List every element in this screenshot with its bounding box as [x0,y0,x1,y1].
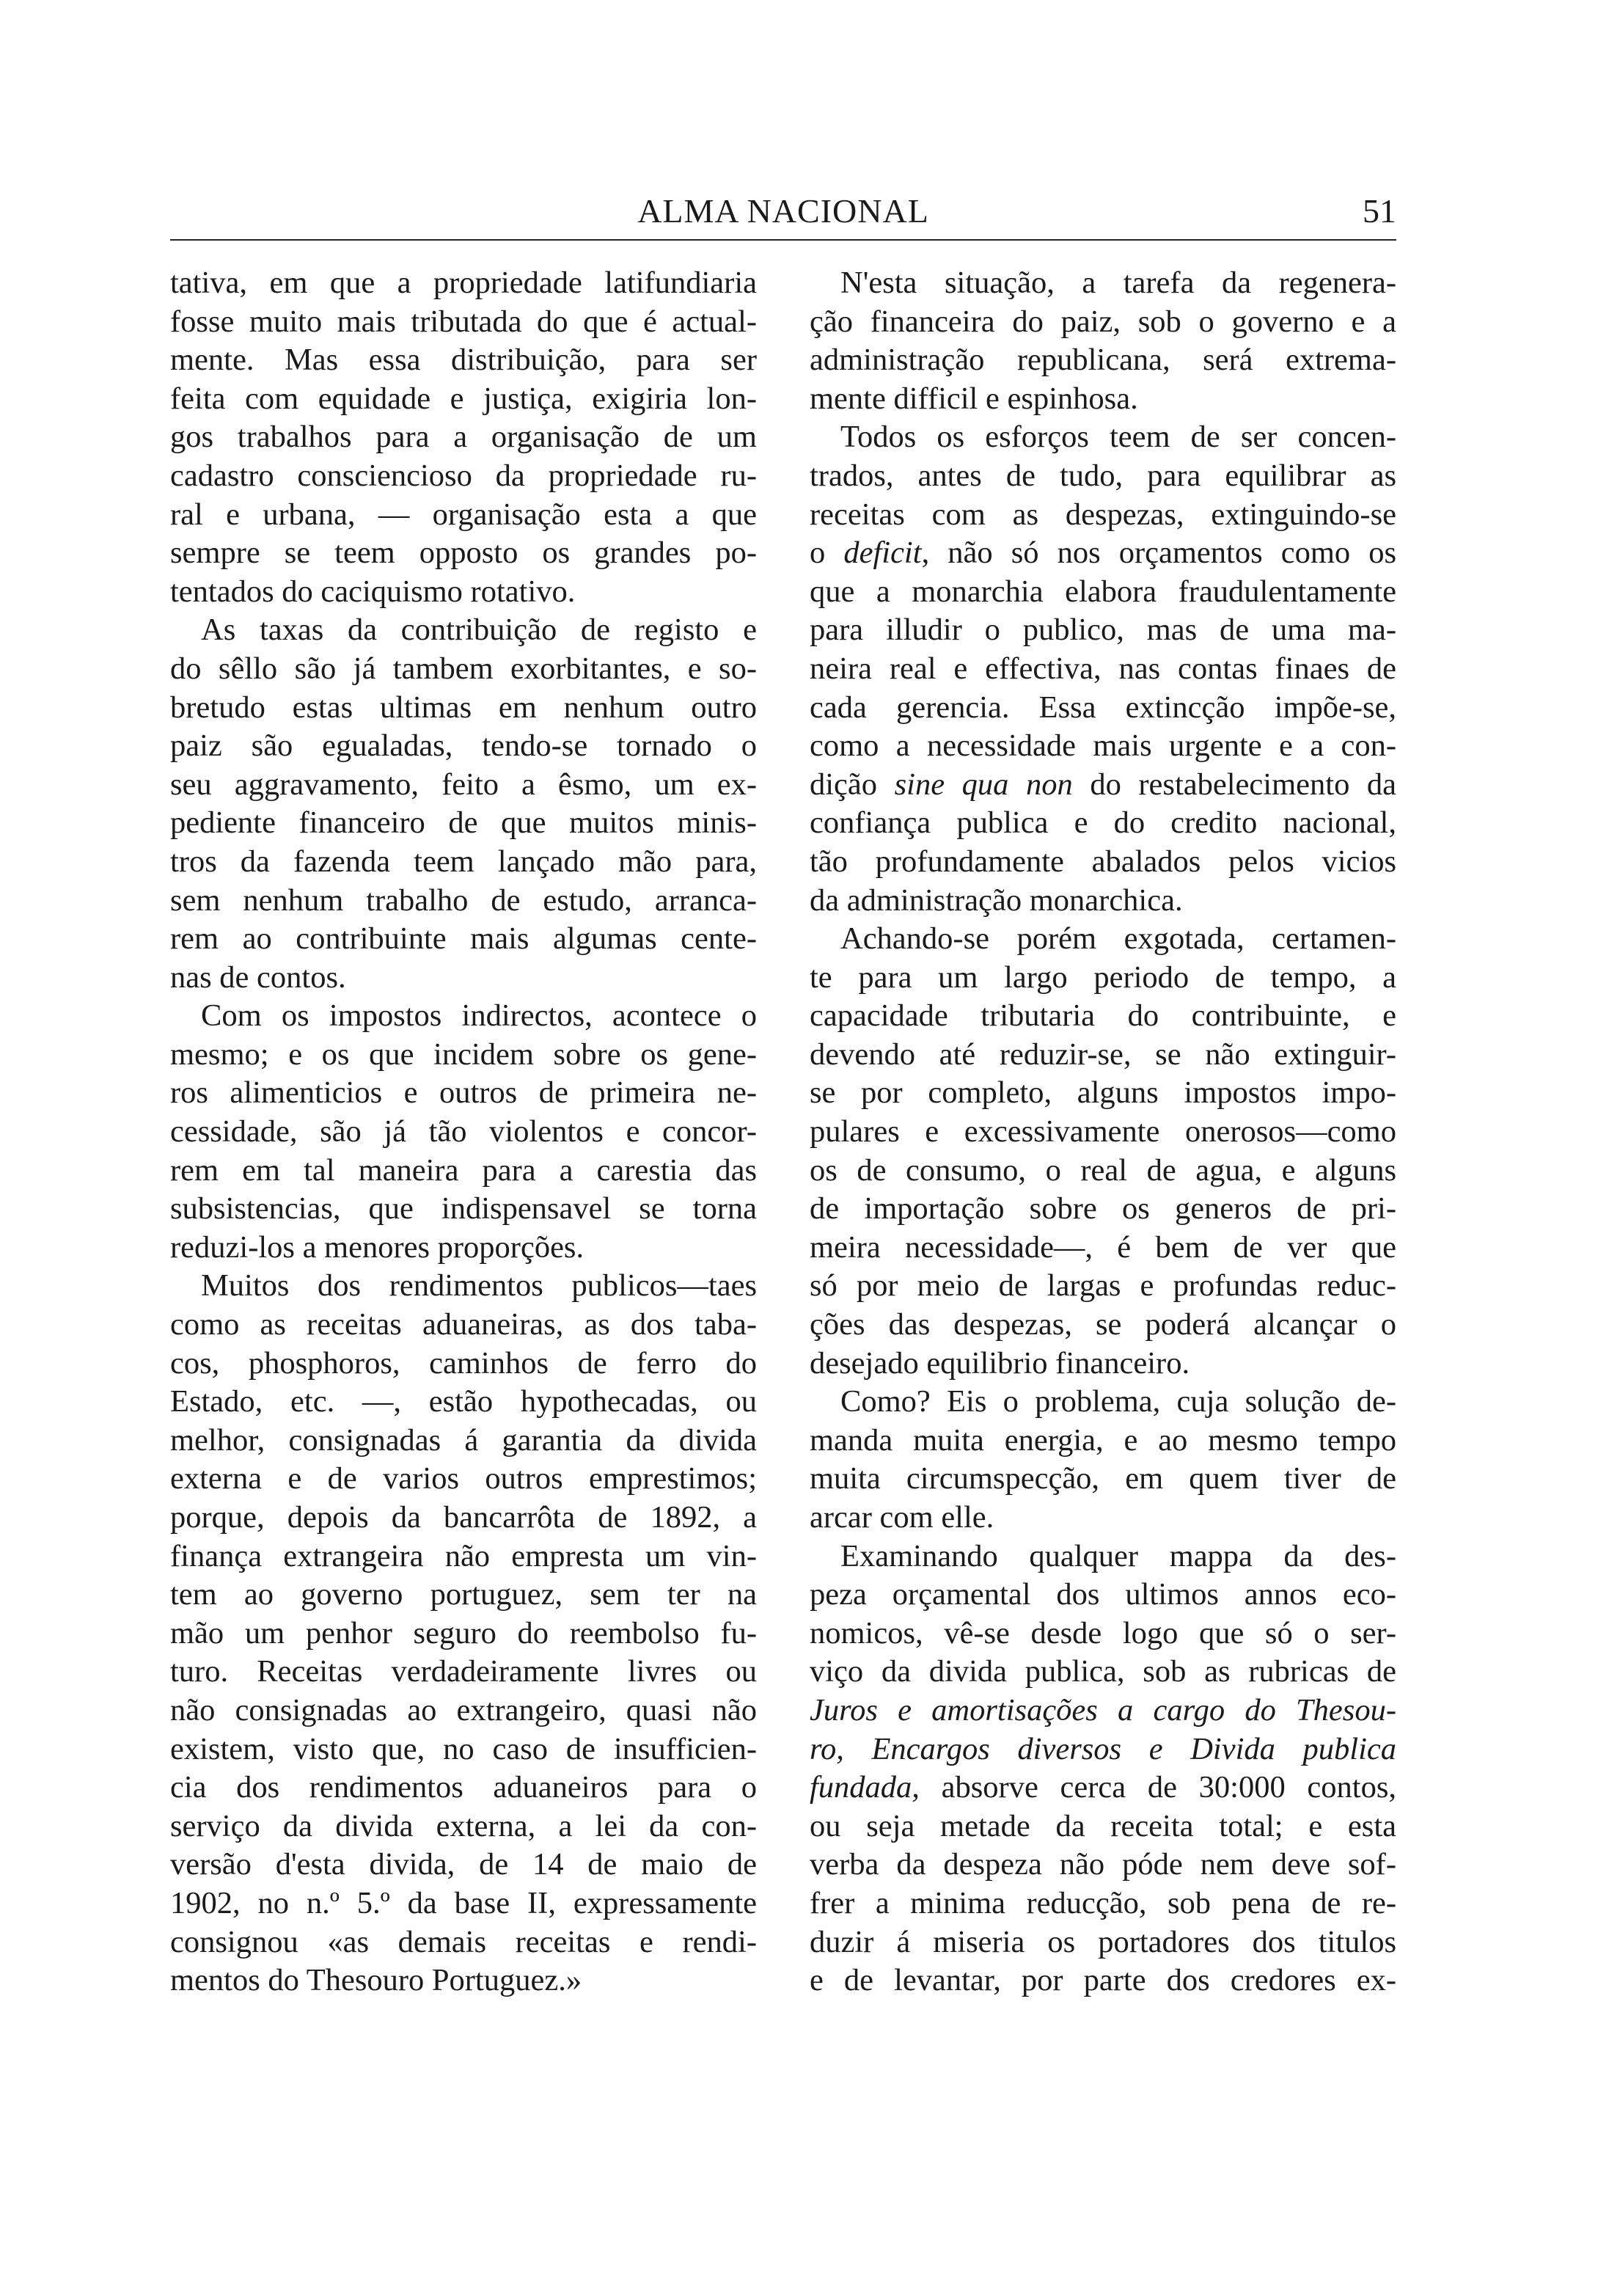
text-line: do sêllo são já tambem exorbitantes, e so- [170,651,757,686]
text-line: e de levantar, por parte dos credores ex- [810,1963,1396,1998]
text-line: mesmo; e os que incidem sobre os gene- [170,1037,757,1072]
text-line: cada gerencia. Essa extincção impõe-se, [810,690,1396,725]
text-line: consignou «as demais receitas e rendi- [170,1924,757,1959]
text-line: ção financeira do paiz, sob o governo e a [810,304,1396,339]
text-line: devendo até reduzir-se, se não extinguir- [810,1037,1396,1072]
text-line: Muitos dos rendimentos publicos—taes [201,1268,757,1304]
text-line: tativa, em que a propriedade latifundiaria [170,266,757,300]
text-line: que a monarchia elabora fraudulentamente [810,574,1396,609]
text-line [810,1692,1396,1730]
text-line: finança extrangeira não empresta um vin- [170,1538,757,1573]
text-line: neira real e effectiva, nas contas finaes de [810,651,1396,686]
text-line: 1902, no n.º 5.º da base II, expressamente [170,1885,757,1920]
italic-text: fundada, [810,1770,920,1805]
text-line: mente. Mas essa distribuição, para ser [170,343,757,378]
text-line: bretudo estas ultimas em nenhum outro [170,690,757,725]
text-line: se por completo, alguns impostos impo- [810,1075,1396,1111]
text-line: pulares e excessivamente onerosos—como [810,1114,1396,1149]
text-line: os de consumo, o real de agua, e alguns [810,1152,1396,1188]
running-title: ALMA NACIONAL [637,192,929,230]
left-column [170,264,757,2000]
text-line: ou seja metade da receita total; e esta [810,1808,1396,1843]
text-segment: absorve cerca de 30:000 contos, [919,1770,1396,1805]
text-line: frer a minima reducção, sob pena de re- [810,1885,1396,1920]
text-line: de importação sobre os generos de pri- [810,1191,1396,1226]
text-line: subsistencias, que indispensavel se torna [170,1191,757,1226]
text-line: te para um largo periodo de tempo, a [810,959,1396,995]
text-line: cadastro consciencioso da propriedade ru- [170,458,757,493]
text-line: turo. Receitas verdadeiramente livres ou [170,1654,757,1689]
text-line: tros da fazenda teem lançado mão para, [170,844,757,879]
text-line: duzir á miseria os portadores dos titulos [810,1924,1396,1959]
text-line: confiança publica e do credito nacional, [810,805,1396,841]
text-line: só por meio de largas e profundas reduc- [810,1268,1396,1304]
text-line: Estado, etc. —, estão hypothecadas, ou [170,1384,757,1419]
text-line: sempre se teem opposto os grandes po- [170,535,757,571]
text-line: arcar com elle. [810,1500,994,1535]
text-line: cessidade, são já tão violentos e concor- [170,1114,757,1149]
text-line [810,1730,1396,1769]
page-number: 51 [1363,192,1396,230]
text-line: para illudir o publico, mas de uma ma- [810,613,1396,648]
text-line: fosse muito mais tributada do que é actual- [170,304,757,339]
text-line: versão d'esta divida, de 14 de maio de [170,1847,757,1882]
text-line [810,766,1396,805]
text-line: seu aggravamento, feito a êsmo, um ex- [170,767,757,802]
text-line: manda muita energia, e ao mesmo tempo [810,1422,1396,1458]
text-line: As taxas da contribuição de registo e [201,613,757,648]
italic-text: deficit [843,535,922,571]
text-line: mentos do Thesouro Portuguez.» [170,1963,582,1998]
text-line: trados, antes de tudo, para equilibrar as [810,458,1396,493]
text-line: tão profundamente abalados pelos vicios [810,844,1396,879]
text-line: serviço da divida externa, a lei da con- [170,1808,757,1843]
right-column [810,264,1396,2000]
text-line: administração republicana, será extrema- [810,343,1396,378]
text-line: como a necessidade mais urgente e a con- [810,728,1396,764]
running-header [170,189,1396,241]
text-line: gos trabalhos para a organisação de um [170,420,757,455]
text-line: viço da divida publica, sob as rubricas de [810,1654,1396,1689]
italic-text: sine qua non [894,767,1073,802]
text-line: pediente financeiro de que muitos minis- [170,805,757,841]
text-line: nas de contos. [170,959,346,995]
text-line: rem em tal maneira para a carestia das [170,1152,757,1188]
text-line: mão um penhor seguro do reembolso fu- [170,1615,757,1650]
text-line: como as receitas aduaneiras, as dos taba- [170,1307,757,1342]
text-line: muita circumspecção, em quem tiver de [810,1461,1396,1496]
header-rule [170,239,1396,241]
text-line: mente difficil e espinhosa. [810,381,1138,416]
italic-text: Juros e amortisações a cargo do Thesou- [810,1692,1396,1728]
text-line: porque, depois da bancarrôta de 1892, a [170,1500,757,1535]
text-segment: o [810,535,844,571]
text-line: feita com equidade e justiça, exigiria lon- [170,381,757,416]
text-line: Examinando qualquer mappa da des- [840,1538,1396,1573]
text-line: capacidade tributaria do contribuinte, e [810,998,1396,1034]
text-line: ral e urbana, — organisação esta a que [170,497,757,532]
text-line: tem ao governo portuguez, sem ter na [170,1577,757,1612]
text-line: sem nenhum trabalho de estudo, arranca- [170,882,757,918]
text-line: Como? Eis o problema, cuja solução de- [840,1384,1396,1419]
text-segment: dição [810,767,895,802]
text-line: cia dos rendimentos aduaneiros para o [170,1770,757,1805]
text-line: melhor, consignadas á garantia da divida [170,1422,757,1458]
text-line: ros alimenticios e outros de primeira ne- [170,1075,757,1111]
text-line: Com os impostos indirectos, acontece o [201,998,757,1034]
text-line: da administração monarchica. [810,882,1183,918]
text-line: paiz são egualadas, tendo-se tornado o [170,728,757,764]
text-line [810,534,1396,573]
text-line: existem, visto que, no caso de insufficien- [170,1731,757,1766]
text-line: meira necessidade—, é bem de ver que [810,1229,1396,1265]
text-line: receitas com as despezas, extinguindo-se [810,497,1396,532]
text-line: reduzi-los a menores proporções. [170,1229,584,1265]
text-line [810,1769,1396,1807]
text-line: cos, phosphoros, caminhos de ferro do [170,1345,757,1381]
text-line: verba da despeza não póde nem deve sof- [810,1847,1396,1882]
text-segment: , não só nos orçamentos como os [921,535,1396,571]
text-line: externa e de varios outros emprestimos; [170,1461,757,1496]
text-line: Todos os esforços teem de ser concen- [840,420,1396,455]
text-line: tentados do caciquismo rotativo. [170,574,576,609]
text-line: nomicos, vê-se desde logo que só o ser- [810,1615,1396,1650]
text-line: ções das despezas, se poderá alcançar o [810,1307,1396,1342]
text-segment: do restabelecimento da [1072,767,1397,802]
text-line: N'esta situação, a tarefa da regenera- [840,266,1396,300]
text-line: rem ao contribuinte mais algumas cente- [170,921,757,957]
text-line: desejado equilibrio financeiro. [810,1345,1190,1381]
text-line: Achando-se porém exgotada, certamen- [840,921,1396,957]
text-line: não consignadas ao extrangeiro, quasi não [170,1692,757,1728]
text-line: peza orçamental dos ultimos annos eco- [810,1577,1396,1612]
italic-text: ro, Encargos diversos e Divida publica [810,1731,1396,1766]
